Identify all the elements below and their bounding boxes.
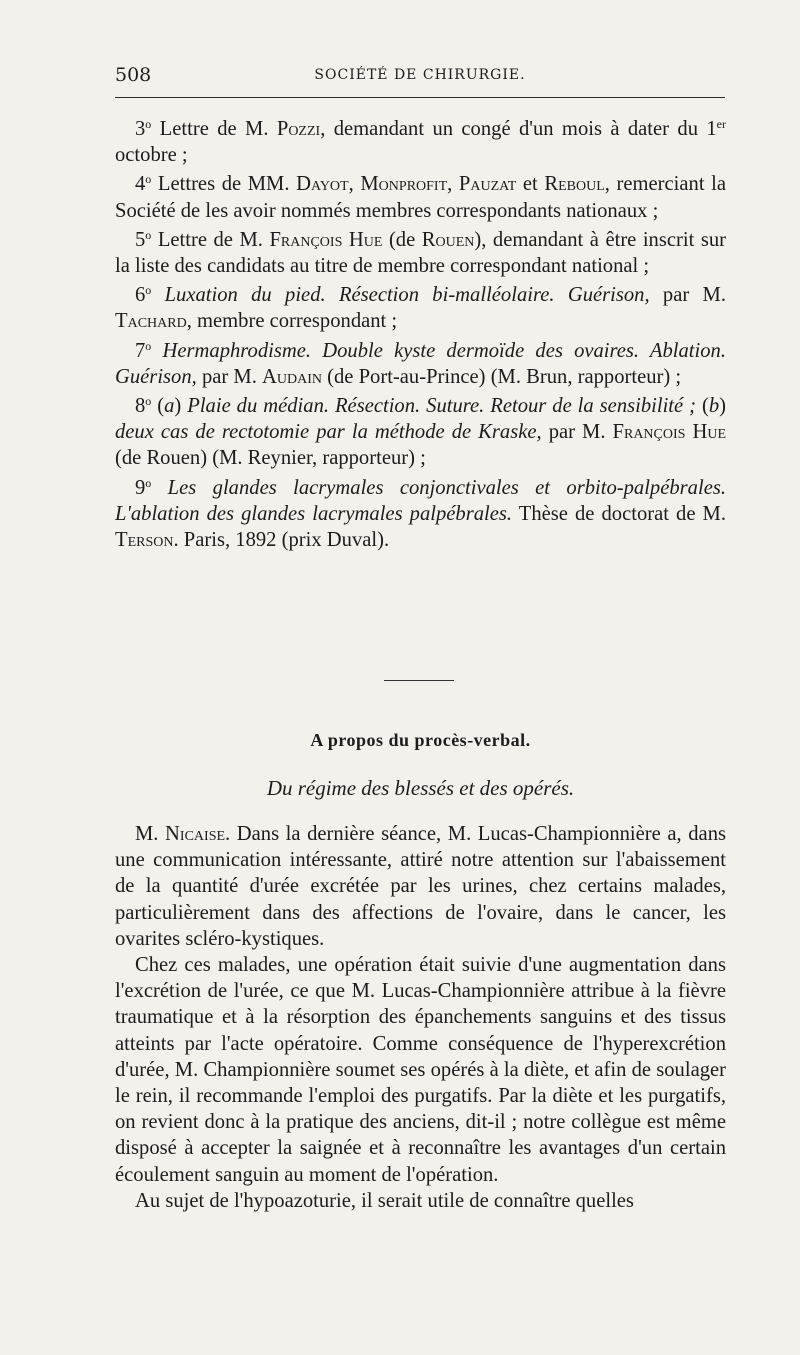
paragraph: Au sujet de l'hypoazoturie, il serait utile de connaître quelles [135,1189,634,1212]
section-title: A propos du procès-verbal. [310,730,531,750]
paragraph: Chez ces malades, une opération était suivie d'une augmentation dans l'excrétion de l'urée, ce que M. Lucas-Championnière attribue à la fièvre traumatique et à la résorption des épanchements sanguins et des tissus atteints par l'acte opératoire. Comme conséquence de l'hyperexcrétion d'urée, M. Championnière soumet ses opérés à la diète, et afin de soulager le rein, il recommande l'emploi des purgatifs. Par la diète et les purgatifs, on revient donc à la pratique des anciens, dit-il ; notre collègue est même disposé à accepter la saignée et à reconnaître les avantages d'un certain écoulement sanguin au moment de l'opération. [115,954,726,1186]
list-item: 3$^o$ Lettre de M. Pozzi, demandant un congé d'un mois à dater du 1er octobre ; [115,117,726,167]
person-name: Tachard [115,310,187,333]
section-separator [384,680,454,681]
list-item: 9$^o$ Les glandes lacrymales conjonctivales et orbito-palpébrales. L'ablation des glandes lacrymales palpébrales. Thèse de doctorat de M. Terson. Paris, 1892 (prix Duval). [115,475,726,552]
place-name: Rouen [421,228,475,251]
person-name: François Hue [612,421,727,444]
speaker-name: M. Nicaise [135,823,226,845]
person-name: Pauzat [458,173,517,196]
list-item: 8$^o$ (a) Plaie du médian. Résection. Suture. Retour de la sensibilité ; (b) deux cas de rectotomie par la méthode de Kraske, par M. François Hue (de Rouen) (M. Reynier, rapporteur) ; [115,394,727,470]
person-name: Terson [115,529,174,552]
list-item: 4$^o$ Lettres de MM. Dayot, Monprofit, Pauzat et Reboul, remerciant la Société de les avoir nommés membres correspondants nationaux ; [115,172,727,222]
section-subtitle: Du régime des blessés et des opérés. [266,776,575,800]
person-name: François Hue [269,228,383,251]
list-item: 7$^o$ Hermaphrodisme. Double kyste dermoïde des ovaires. Ablation. Guérison, par M. Audain (de Port-au-Prince) (M. Brun, rapporteur) ; [115,338,726,388]
page-header [115,64,725,90]
person-name: Audain [262,365,322,388]
person-name: Dayot [296,173,349,196]
list-item: 5$^o$ Lettre de M. François Hue (de Rouen), demandant à être inscrit sur la liste des candidats au titre de membre correspondant national ; [115,227,727,278]
discussion-text [115,821,726,1214]
person-name: Pozzi [276,118,321,140]
header-rule [115,97,725,98]
running-title: SOCIÉTÉ DE CHIRURGIE. [314,67,526,83]
person-name: Reboul [544,173,605,196]
list-item: 6$^o$ Luxation du pied. Résection bi-malléolaire. Guérison, par M. Tachard, membre correspondant ; [115,283,726,333]
page-number: 508 [115,64,152,86]
paragraph: M. Nicaise. Dans la dernière séance, M. Lucas-Championnière a, dans une communication intéressante, attiré notre attention sur l'abaissement de la quantité d'urée excrétée par les urines, chez certains malades, particulièrement dans des affections de l'ovaire, dans le cancer, les ovarites scléro-kystiques. [115,823,727,950]
person-name: Monprofit [360,173,448,196]
correspondence-list [115,116,726,556]
